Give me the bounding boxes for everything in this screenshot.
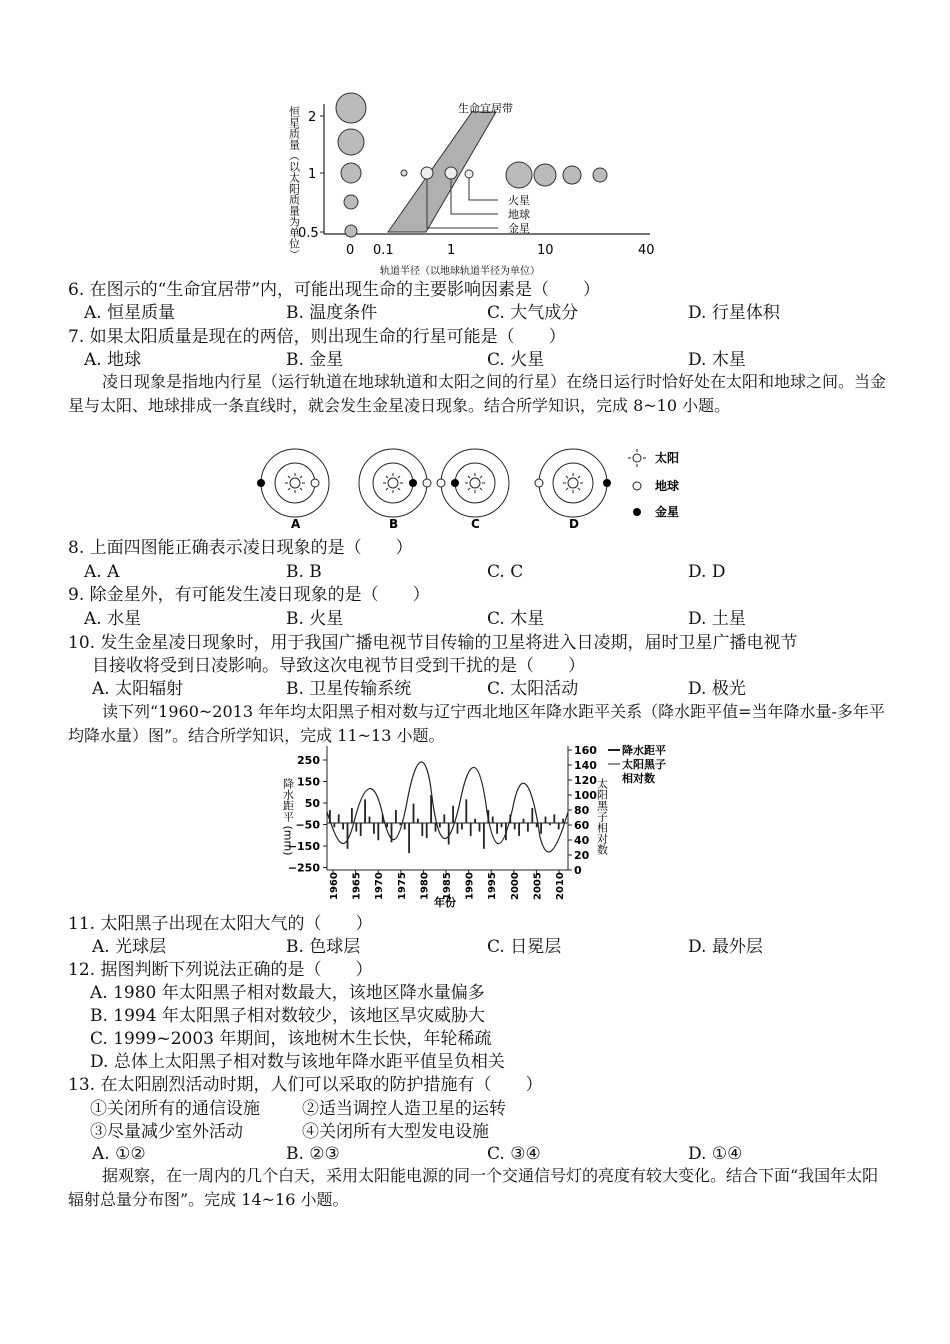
precip-bar <box>395 810 397 823</box>
q12-option-c[interactable]: C. 1999~2003 年期间，该地树木生长快，年轮稀疏 <box>90 1029 492 1049</box>
q12-option-d[interactable]: D. 总体上太阳黑子相对数与该地年降水距平值呈负相关 <box>90 1052 505 1072</box>
fig3-x-tick: 1995 <box>487 872 499 900</box>
fig3-y-right-tick: 20 <box>574 849 590 862</box>
passage-transit: 凌日现象是指地内行星（运行轨道在地球轨道和太阳之间的行星）在绕日运行时恰好处在太阳和地球之间。当金星与太阳、地球排成一条直线时，就会发生金星凌日现象。结合所学知识，完成 8~10 小题。 <box>68 372 887 415</box>
precip-bar <box>377 823 379 840</box>
q6-option-b[interactable]: B. 温度条件 <box>286 303 378 323</box>
q8-option-c[interactable]: C. C <box>487 562 524 582</box>
panel-c <box>437 449 509 517</box>
q6-option-a[interactable]: A. 恒星质量 <box>84 303 176 323</box>
panel-label-a: A <box>291 517 301 531</box>
precip-bar <box>417 819 419 823</box>
q8-option-b[interactable]: B. B <box>286 562 322 582</box>
fig3-y-right-tick: 0 <box>574 864 582 877</box>
fig3-y-right-tick: 40 <box>574 834 590 847</box>
question-6-stem: 6. 在图示的“生命宜居带”内，可能出现生命的主要影响因素是（ ） <box>68 280 601 300</box>
passage-radiation: 据观察，在一周内的几个白天，采用太阳能电源的同一个交通信号灯的亮度有较大变化。结合下面“我国年太阳辐射总量分布图”。完成 14~16 小题。 <box>68 1166 879 1209</box>
fig3-y-right-tick: 160 <box>574 744 597 757</box>
q13-item-4: ④关闭所有大型发电设施 <box>302 1122 489 1142</box>
fig3-x-tick: 1975 <box>396 872 408 900</box>
precip-bar <box>338 814 340 823</box>
q10-option-b[interactable]: B. 卫星传输系统 <box>286 679 412 699</box>
question-9-stem: 9. 除金星外，有可能发生凌日现象的是（ ） <box>68 585 430 605</box>
passage-sunspot: 读下列“1960~2013 年年均太阳黑子相对数与辽宁西北地区年降水距平关系（降水距平值=当年降水量-多年平均降水量）图”。结合所学知识，完成 11~13 小题。 <box>68 702 885 745</box>
q9-option-a[interactable]: A. 水星 <box>84 609 142 629</box>
q11-option-c[interactable]: C. 日冕层 <box>487 937 562 957</box>
q12-option-b[interactable]: B. 1994 年太阳黑子相对数较少，该地区旱灾威胁大 <box>90 1006 485 1026</box>
precip-bar <box>421 823 423 836</box>
transit-diagrams <box>255 440 705 540</box>
precip-bar <box>483 823 485 849</box>
fig1-x-axis-label: 轨道半径（以地球轨道半径为单位） <box>380 266 540 277</box>
precip-bar <box>413 804 415 823</box>
q13-option-b[interactable]: B. ②③ <box>286 1144 340 1164</box>
q13-item-3: ③尽量减少室外活动 <box>90 1122 243 1142</box>
precip-bar <box>470 823 472 836</box>
sunspot-precip-chart <box>282 742 712 910</box>
precip-bar <box>540 823 542 834</box>
fig3-y-left-tick: 250 <box>297 754 320 767</box>
q7-option-a[interactable]: A. 地球 <box>84 350 142 370</box>
q13-option-d[interactable]: D. ①④ <box>688 1144 743 1164</box>
q10-option-d[interactable]: D. 极光 <box>688 679 746 699</box>
fig1-label-venus: 金星 <box>508 222 530 235</box>
fig3-x-tick: 1985 <box>442 872 453 900</box>
precip-bar <box>523 819 525 823</box>
q9-option-d[interactable]: D. 土星 <box>688 609 746 629</box>
question-12-stem: 12. 据图判断下列说法正确的是（ ） <box>68 960 373 980</box>
fig1-x-tick: 0.1 <box>373 243 394 258</box>
precip-bar <box>373 823 375 834</box>
precip-bar <box>399 823 401 825</box>
question-11-stem: 11. 太阳黑子出现在太阳大气的（ ） <box>68 914 373 934</box>
fig3-x-tick: 1965 <box>351 872 363 900</box>
fig1-y-tick: 0.5 <box>298 226 319 241</box>
fig3-y-right-tick: 120 <box>574 774 597 787</box>
fig3-y-right-tick: 140 <box>574 759 597 772</box>
panel-label-c: C <box>471 517 480 531</box>
fig3-legend-sunspot: 太阳黑子 <box>622 758 666 771</box>
fig1-y-axis-label: 恒星质量（以太阳质量为单位） <box>287 106 301 260</box>
precip-bar <box>435 823 437 832</box>
fig3-y-left-tick: −50 <box>295 818 320 832</box>
fig3-x-tick: 2010 <box>555 872 566 900</box>
fig3-x-label: 年份 <box>434 896 456 909</box>
precip-bar <box>527 823 529 832</box>
q13-item-1: ①关闭所有的通信设施 <box>90 1099 260 1119</box>
fig3-x-tick: 2005 <box>532 872 544 900</box>
fig1-x-tick: 0 <box>346 243 355 258</box>
fig1-x-tick: 1 <box>447 243 456 258</box>
q11-option-d[interactable]: D. 最外层 <box>688 937 763 957</box>
fig3-x-tick: 2000 <box>509 872 521 900</box>
legend-sun: 太阳 <box>655 451 680 465</box>
fig1-label-mars: 火星 <box>508 194 530 207</box>
q7-option-b[interactable]: B. 金星 <box>286 350 344 370</box>
q7-option-d[interactable]: D. 木星 <box>688 350 746 370</box>
fig3-x-tick: 1960 <box>329 872 340 900</box>
q8-option-a[interactable]: A. A <box>84 562 120 582</box>
precip-bar <box>457 823 459 834</box>
fig3-y-left-tick: 150 <box>297 775 320 789</box>
precip-bar <box>408 823 410 853</box>
precip-bar <box>514 823 516 829</box>
fig3-x-tick: 1990 <box>464 872 476 900</box>
precip-bar <box>461 823 463 829</box>
precip-bar <box>351 808 353 823</box>
precip-bar <box>364 799 366 823</box>
sunspot-curve <box>327 762 568 852</box>
precip-bar <box>439 823 441 827</box>
q10-option-a[interactable]: A. 太阳辐射 <box>92 679 184 699</box>
precip-bar <box>333 823 335 827</box>
precip-bar <box>443 814 445 823</box>
fig3-x-tick: 1980 <box>419 872 431 900</box>
panel-a <box>257 449 329 517</box>
fig3-y-right-tick: 60 <box>574 819 590 832</box>
fig3-y-left-tick: −150 <box>287 840 320 853</box>
fig3-y-left-label: 降水距平 (mm) <box>282 778 295 856</box>
habitable-zone-figure <box>280 82 680 282</box>
precip-bar <box>448 823 450 845</box>
precip-bar <box>342 823 344 829</box>
precip-bar <box>501 823 503 827</box>
question-7-stem: 7. 如果太阳质量是现在的两倍，则出现生命的行星可能是（ ） <box>68 327 566 347</box>
precip-bar <box>496 823 498 834</box>
q9-option-c[interactable]: C. 木星 <box>487 609 545 629</box>
precip-bar <box>549 823 551 825</box>
q10-option-c[interactable]: C. 太阳活动 <box>487 679 579 699</box>
precip-bar <box>426 823 428 838</box>
q13-option-a[interactable]: A. ①② <box>92 1144 146 1164</box>
panel-label-d: D <box>569 517 579 531</box>
fig3-y-left-tick: 50 <box>304 797 320 810</box>
q6-option-d[interactable]: D. 行星体积 <box>688 303 780 323</box>
question-8-stem: 8. 上面四图能正确表示凌日现象的是（ ） <box>68 538 413 558</box>
fig1-x-tick: 40 <box>638 243 655 258</box>
legend-earth: 地球 <box>655 479 680 493</box>
precip-bar <box>452 806 454 823</box>
question-10-stem-line2: 目接收将受到日凌影响。导致这次电视节目受到干扰的是（ ） <box>92 656 585 676</box>
precip-bar <box>558 823 560 829</box>
panel-label-b: B <box>389 517 399 531</box>
precip-bar <box>386 823 388 827</box>
precip-bar <box>347 823 349 849</box>
fig3-y-left-tick: −250 <box>287 861 320 875</box>
fig1-label-earth: 地球 <box>508 208 530 221</box>
fig3-y-right-tick: 100 <box>574 789 597 802</box>
fig3-legend-precip: 降水距平 <box>622 744 666 757</box>
question-10-stem-line1: 10. 发生金星凌日现象时，用于我国广播电视节目传输的卫星将进入日凌期，届时卫星广播电视节 <box>68 633 798 653</box>
q11-option-a[interactable]: A. 光球层 <box>92 937 167 957</box>
question-13-stem: 13. 在太阳剧烈活动时期，人们可以采取的防护措施有（ ） <box>68 1075 543 1095</box>
panel-d <box>535 449 611 517</box>
fig1-y-tick: 1 <box>308 167 317 182</box>
fig1-x-tick: 10 <box>537 243 554 258</box>
fig3-x-tick: 1970 <box>374 872 386 900</box>
precip-bar <box>369 817 371 823</box>
fig3-y-right-tick: 80 <box>574 804 590 817</box>
q12-option-a[interactable]: A. 1980 年太阳黑子相对数最大，该地区降水量偏多 <box>90 983 485 1003</box>
precip-bar <box>545 817 547 823</box>
precip-bar <box>553 814 555 823</box>
precip-bar <box>479 823 481 832</box>
precip-bar <box>518 823 520 836</box>
fig3-y-right-label: 太阳黑子相对数 <box>595 778 609 855</box>
fig1-y-tick: 2 <box>308 110 317 125</box>
legend-venus: 金星 <box>655 505 680 519</box>
panel-b <box>359 449 431 517</box>
precip-bar <box>531 808 533 823</box>
precip-bar <box>360 823 362 836</box>
precip-bar <box>404 823 406 829</box>
precip-bar <box>355 823 357 832</box>
precip-bar <box>492 817 494 823</box>
fig3-legend-relative: 相对数 <box>622 772 655 785</box>
q7-option-c[interactable]: C. 火星 <box>487 350 545 370</box>
q13-item-2: ②适当调控人造卫星的运转 <box>302 1099 506 1119</box>
precip-bar <box>465 799 467 823</box>
q11-option-b[interactable]: B. 色球层 <box>286 937 361 957</box>
q9-option-b[interactable]: B. 火星 <box>286 609 344 629</box>
q6-option-c[interactable]: C. 大气成分 <box>487 303 579 323</box>
precip-bar <box>562 819 564 823</box>
fig1-band-label: 生命宜居带 <box>458 102 513 115</box>
precip-bar <box>474 819 476 823</box>
q13-option-c[interactable]: C. ③④ <box>487 1144 541 1164</box>
q8-option-d[interactable]: D. D <box>688 562 726 582</box>
